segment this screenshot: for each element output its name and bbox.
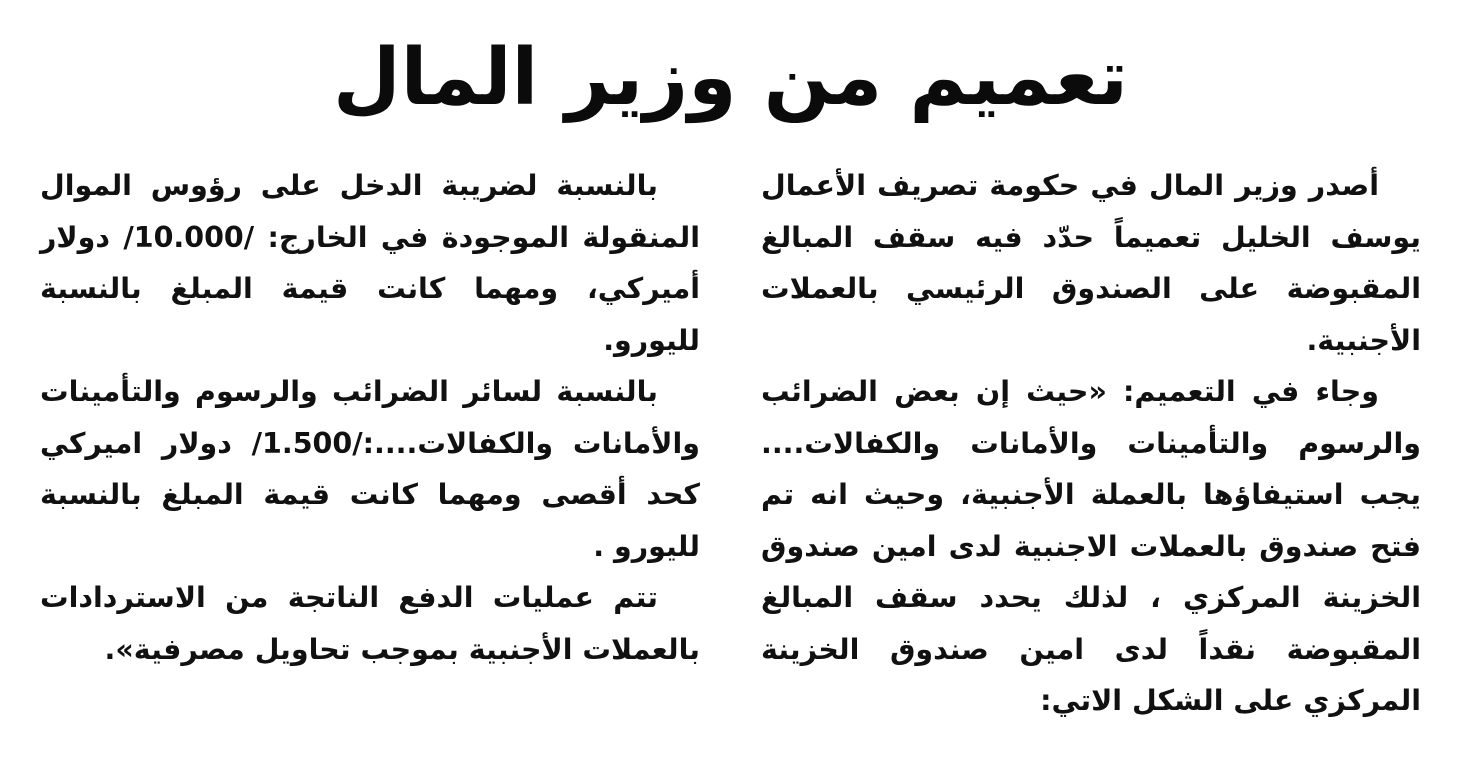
article-column-right <box>761 160 1421 720</box>
paragraph: أصدر وزير المال في حكومة تصريف الأعمال يوسف الخليل تعميماً حدّد فيه سقف المبالغ المقبوضة على الصندوق الرئيسي بالعملات الأجنبية. <box>761 169 1421 357</box>
article-column-left <box>40 160 700 720</box>
paragraph: وجاء في التعميم: «حيث إن بعض الضرائب والرسوم والتأمينات والأمانات والكفالات.... يجب استيفاؤها بالعملة الأجنبية، وحيث انه تم فتح صندوق بالعملات الاجنبية لدى امين صندوق الخزينة المركزي ، لذلك يحدد سقف المبالغ المقبوضة نقداً لدى امين صندوق الخزينة المركزي على الشكل الاتي: <box>761 375 1421 717</box>
paragraph: تتم عمليات الدفع الناتجة من الاستردادات بالعملات الأجنبية بموجب تحاويل مصرفية». <box>40 581 700 666</box>
paragraph: بالنسبة لضريبة الدخل على رؤوس الموال المنقولة الموجودة في الخارج: /10.000/ دولار أميركي، ومهما كانت قيمة المبلغ بالنسبة لليورو. <box>40 169 701 357</box>
article-headline: تعميم من وزير المال <box>332 33 1129 123</box>
article-body <box>40 160 1421 720</box>
paragraph: بالنسبة لسائر الضرائب والرسوم والتأمينات والأمانات والكفالات....:/1.500/ دولار اميركي كحد أقصى ومهما كانت قيمة المبلغ بالنسبة لليورو . <box>40 375 700 563</box>
